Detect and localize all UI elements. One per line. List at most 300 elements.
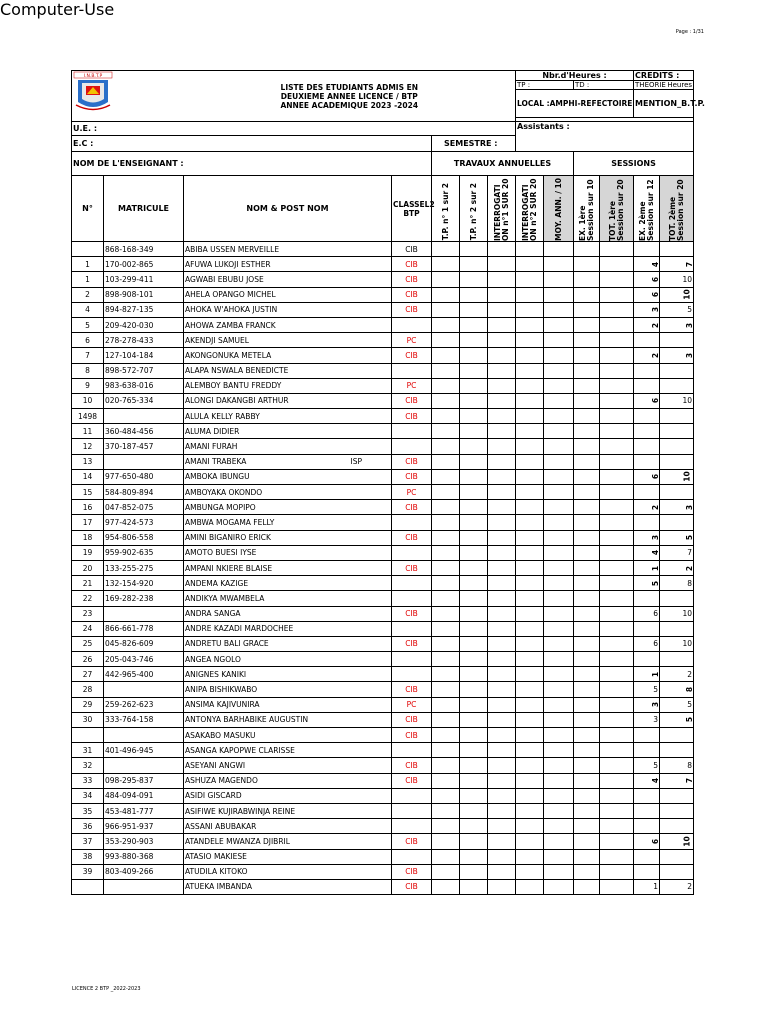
- row-ex2: [634, 272, 660, 287]
- student-name: ALULA KELLY RABBY: [185, 411, 260, 421]
- row-ex2: [634, 788, 660, 803]
- row-tp1: [432, 515, 460, 530]
- row-matricule: 370-187-457: [104, 439, 184, 454]
- row-tot2: [660, 712, 694, 727]
- row-moy: [544, 712, 574, 727]
- row-moy: [544, 682, 574, 697]
- student-name: ATASIO MAKIESE: [185, 852, 247, 862]
- row-matricule: [104, 728, 184, 743]
- row-int1: [488, 591, 516, 606]
- row-tot1: [600, 287, 634, 302]
- row-classe: CIB: [392, 606, 432, 621]
- table-row: [72, 636, 694, 651]
- row-moy: [544, 500, 574, 515]
- student-name: AHELA OPANGO MICHEL: [185, 290, 276, 300]
- row-moy: [544, 469, 574, 484]
- row-int1: [488, 485, 516, 500]
- row-ex2: [634, 363, 660, 378]
- row-ex1: [574, 393, 600, 408]
- table-row: [72, 545, 694, 560]
- row-tot2: [660, 287, 694, 302]
- row-classe: [392, 515, 432, 530]
- row-tot2: [660, 743, 694, 758]
- row-matricule: 259-262-623: [104, 697, 184, 712]
- row-matricule: 959-902-635: [104, 545, 184, 560]
- row-moy: [544, 576, 574, 591]
- row-tp2: [460, 864, 488, 879]
- row-classe: [392, 591, 432, 606]
- row-tp1: [432, 530, 460, 545]
- table-row: [72, 515, 694, 530]
- row-name: [184, 393, 392, 408]
- row-moy: [544, 834, 574, 849]
- col-tot2-cell: [660, 176, 694, 242]
- row-name: [184, 302, 392, 317]
- col-no: N°: [72, 176, 104, 242]
- row-tp1: [432, 485, 460, 500]
- row-name: [184, 606, 392, 621]
- row-ex1: [574, 257, 600, 272]
- row-moy: [544, 803, 574, 818]
- row-moy: [544, 591, 574, 606]
- row-tot2: [660, 697, 694, 712]
- row-name: [184, 500, 392, 515]
- row-tp1: [432, 454, 460, 469]
- row-tot2: [660, 242, 694, 257]
- score-ex2: 4: [650, 778, 660, 784]
- row-tp2: [460, 242, 488, 257]
- row-moy: [544, 545, 574, 560]
- student-name: ANDEMA KAZIGE: [185, 578, 249, 588]
- student-name: AMBWA MOGAMA FELLY: [185, 517, 275, 527]
- row-ex1: [574, 287, 600, 302]
- score-ex2: 6: [650, 838, 660, 845]
- row-int2: [516, 439, 544, 454]
- row-ex2: [634, 606, 660, 621]
- score-ex2: 2: [650, 322, 660, 328]
- score-tot2: 7: [684, 778, 694, 784]
- row-int1: [488, 439, 516, 454]
- row-tot1: [600, 834, 634, 849]
- row-int2: [516, 545, 544, 560]
- row-tp1: [432, 682, 460, 697]
- row-matricule: 020-765-334: [104, 393, 184, 408]
- row-ex1: [574, 545, 600, 560]
- row-ex2: [634, 333, 660, 348]
- row-tp2: [460, 257, 488, 272]
- row-moy: [544, 621, 574, 636]
- row-number: 26: [72, 652, 104, 667]
- row-number: 10: [72, 393, 104, 408]
- row-tot2: [660, 819, 694, 834]
- student-name: AHOWA ZAMBA FRANCK: [185, 320, 276, 330]
- table-row: [72, 257, 694, 272]
- row-name: [184, 743, 392, 758]
- student-name: AGWABI EBUBU JOSE: [185, 274, 264, 284]
- row-ex1: [574, 864, 600, 879]
- row-tp2: [460, 712, 488, 727]
- row-matricule: 584-809-894: [104, 485, 184, 500]
- row-classe: CIB: [392, 773, 432, 788]
- row-int2: [516, 834, 544, 849]
- row-moy: [544, 697, 574, 712]
- student-name: ABIBA USSEN MERVEILLE: [185, 244, 280, 254]
- row-number: 14: [72, 469, 104, 484]
- row-matricule: [104, 409, 184, 424]
- col-int1-cell: [488, 176, 516, 242]
- row-int2: [516, 728, 544, 743]
- table-row: [72, 242, 694, 257]
- row-ex2: [634, 819, 660, 834]
- score-ex2: 2: [650, 352, 660, 359]
- row-matricule: 170-002-865: [104, 257, 184, 272]
- row-tp2: [460, 576, 488, 591]
- row-classe: PC: [392, 485, 432, 500]
- row-matricule: 954-806-558: [104, 530, 184, 545]
- score-ex2: 1: [650, 565, 660, 571]
- row-number: 37: [72, 834, 104, 849]
- assistants-label: Assistants :: [516, 122, 694, 152]
- row-number: 22: [72, 591, 104, 606]
- row-int1: [488, 864, 516, 879]
- col-moy-cell: [544, 176, 574, 242]
- row-matricule: 045-826-609: [104, 636, 184, 651]
- col-int2-cell: [516, 176, 544, 242]
- row-tp2: [460, 682, 488, 697]
- row-classe: CIB: [392, 469, 432, 484]
- row-tot1: [600, 485, 634, 500]
- row-name: [184, 682, 392, 697]
- row-int2: [516, 485, 544, 500]
- row-tp1: [432, 363, 460, 378]
- table-row: [72, 819, 694, 834]
- row-ex2: [634, 424, 660, 439]
- row-tp1: [432, 317, 460, 332]
- row-int1: [488, 515, 516, 530]
- row-tot1: [600, 879, 634, 894]
- row-moy: [544, 636, 574, 651]
- row-ex1: [574, 636, 600, 651]
- col-moy: MOY. ANN. / 10: [553, 177, 563, 241]
- row-tot2: [660, 469, 694, 484]
- student-name: AMBOKA IBUNGU: [185, 472, 250, 482]
- score-tot2: 8: [687, 578, 693, 588]
- row-tp1: [432, 500, 460, 515]
- row-tp1: [432, 272, 460, 287]
- row-tp2: [460, 819, 488, 834]
- row-tp2: [460, 317, 488, 332]
- row-int2: [516, 819, 544, 834]
- table-row: [72, 409, 694, 424]
- row-classe: CIB: [392, 530, 432, 545]
- row-moy: [544, 773, 574, 788]
- table-row: [72, 500, 694, 515]
- row-classe: CIB: [392, 758, 432, 773]
- col-ex2: EX. 2ème Session sur 12: [637, 178, 655, 241]
- row-matricule: 898-908-101: [104, 287, 184, 302]
- col-tp1: T.P. n° 1 sur 2: [440, 183, 450, 241]
- row-int1: [488, 257, 516, 272]
- score-ex2: 3: [650, 307, 660, 313]
- row-ex2: [634, 302, 660, 317]
- row-int1: [488, 621, 516, 636]
- row-tp2: [460, 378, 488, 393]
- row-tp2: [460, 788, 488, 803]
- row-name: [184, 803, 392, 818]
- row-tot2: [660, 257, 694, 272]
- row-moy: [544, 667, 574, 682]
- row-tot2: [660, 272, 694, 287]
- title-line-1: LISTE DES ETUDIANTS ADMIS EN: [280, 82, 418, 92]
- score-tot2: 3: [684, 352, 694, 359]
- row-name: [184, 257, 392, 272]
- row-tp1: [432, 667, 460, 682]
- row-tp1: [432, 819, 460, 834]
- row-tp2: [460, 287, 488, 302]
- row-tot2: [660, 864, 694, 879]
- row-tp1: [432, 576, 460, 591]
- row-int2: [516, 363, 544, 378]
- title-line-2: DEUXIEME ANNEE LICENCE / BTP: [280, 91, 418, 101]
- student-name: ALONGI DAKANGBI ARTHUR: [185, 396, 289, 406]
- row-name: [184, 530, 392, 545]
- row-name: [184, 652, 392, 667]
- row-int2: [516, 743, 544, 758]
- student-rows: [72, 242, 694, 895]
- row-tot1: [600, 242, 634, 257]
- score-ex2: 6: [650, 474, 660, 480]
- score-tot2: 10: [682, 609, 693, 619]
- row-ex1: [574, 576, 600, 591]
- row-classe: CIB: [392, 242, 432, 257]
- row-tot1: [600, 317, 634, 332]
- row-number: 23: [72, 606, 104, 621]
- row-tp2: [460, 560, 488, 575]
- col-tot2: TOT. 2ème Session sur 20: [667, 178, 685, 241]
- row-matricule: 353-290-903: [104, 834, 184, 849]
- row-tp1: [432, 409, 460, 424]
- local-label: LOCAL :AMPHI-REFECTOIRE: [516, 90, 634, 118]
- score-tot2: 10: [682, 274, 693, 284]
- student-name: ANTONYA BARHABIKE AUGUSTIN: [185, 715, 309, 725]
- row-tot2: [660, 333, 694, 348]
- row-number: 30: [72, 712, 104, 727]
- score-ex2: 3: [653, 715, 659, 725]
- row-ex1: [574, 378, 600, 393]
- row-moy: [544, 257, 574, 272]
- row-number: 8: [72, 363, 104, 378]
- row-tp1: [432, 378, 460, 393]
- row-tp1: [432, 788, 460, 803]
- row-int2: [516, 788, 544, 803]
- row-moy: [544, 788, 574, 803]
- col-tp2: T.P. n° 2 sur 2: [468, 183, 478, 241]
- row-number: 28: [72, 682, 104, 697]
- row-number: 15: [72, 485, 104, 500]
- row-tot1: [600, 636, 634, 651]
- row-tp2: [460, 606, 488, 621]
- page-number: Page : 1/31: [675, 29, 704, 35]
- row-ex1: [574, 439, 600, 454]
- score-tot2: 5: [687, 700, 693, 710]
- student-name: ATUDILA KITOKO: [185, 867, 248, 877]
- row-moy: [544, 302, 574, 317]
- row-tot1: [600, 515, 634, 530]
- row-ex1: [574, 743, 600, 758]
- row-name: [184, 758, 392, 773]
- col-tp2-cell: [460, 176, 488, 242]
- theory-label: THEORIE: [635, 81, 666, 89]
- row-int2: [516, 257, 544, 272]
- row-int1: [488, 819, 516, 834]
- table-row: [72, 424, 694, 439]
- score-ex2: 3: [650, 535, 660, 541]
- row-tp2: [460, 849, 488, 864]
- row-matricule: 103-299-411: [104, 272, 184, 287]
- row-number: 34: [72, 788, 104, 803]
- row-tp2: [460, 302, 488, 317]
- row-number: 16: [72, 500, 104, 515]
- student-name: ALUMA DIDIER: [185, 426, 240, 436]
- score-ex2: 6: [653, 639, 659, 649]
- student-name: ALAPA NSWALA BENEDICTE: [185, 366, 289, 376]
- student-name: ANIPA BISHIKWABO: [185, 685, 258, 695]
- row-int1: [488, 849, 516, 864]
- row-name: [184, 560, 392, 575]
- table-row: [72, 393, 694, 408]
- mention-label: MENTION_B.T.P.: [634, 90, 694, 118]
- row-tot1: [600, 606, 634, 621]
- row-tot1: [600, 849, 634, 864]
- row-name: [184, 697, 392, 712]
- row-int1: [488, 500, 516, 515]
- row-tp1: [432, 302, 460, 317]
- table-row: [72, 667, 694, 682]
- row-ex2: [634, 743, 660, 758]
- row-classe: [392, 424, 432, 439]
- col-int2: INTERROGATI ON n°2 SUR 20: [520, 178, 538, 241]
- row-int2: [516, 393, 544, 408]
- row-moy: [544, 439, 574, 454]
- student-name: ANDRA SANGA: [185, 609, 241, 619]
- row-classe: PC: [392, 697, 432, 712]
- row-tot2: [660, 682, 694, 697]
- row-tp1: [432, 712, 460, 727]
- row-tp2: [460, 393, 488, 408]
- score-ex2: 4: [650, 550, 660, 556]
- row-int1: [488, 272, 516, 287]
- sessions-label: SESSIONS: [574, 152, 694, 176]
- row-tot2: [660, 667, 694, 682]
- table-row: [72, 879, 694, 894]
- row-ex1: [574, 317, 600, 332]
- row-moy: [544, 515, 574, 530]
- row-name: [184, 621, 392, 636]
- row-number: 5: [72, 317, 104, 332]
- row-tp1: [432, 348, 460, 363]
- row-ex2: [634, 287, 660, 302]
- row-int2: [516, 424, 544, 439]
- row-tp1: [432, 606, 460, 621]
- row-ex1: [574, 803, 600, 818]
- col-nom: NOM & POST NOM: [184, 176, 392, 242]
- row-tp2: [460, 530, 488, 545]
- row-tp1: [432, 652, 460, 667]
- row-tot1: [600, 788, 634, 803]
- row-tp2: [460, 728, 488, 743]
- row-ex2: [634, 317, 660, 332]
- row-ex2: [634, 879, 660, 894]
- col-tp1-cell: [432, 176, 460, 242]
- row-name: [184, 439, 392, 454]
- row-tot1: [600, 864, 634, 879]
- row-tp1: [432, 849, 460, 864]
- student-name: AKENDJI SAMUEL: [185, 335, 249, 345]
- table-row: [72, 485, 694, 500]
- row-matricule: 442-965-400: [104, 667, 184, 682]
- row-number: 12: [72, 439, 104, 454]
- row-ex2: [634, 712, 660, 727]
- row-classe: [392, 667, 432, 682]
- score-tot2: 5: [684, 535, 694, 541]
- row-name: [184, 485, 392, 500]
- row-tot1: [600, 728, 634, 743]
- student-name: ASAKABO MASUKU: [185, 730, 256, 740]
- row-tp1: [432, 636, 460, 651]
- row-tot2: [660, 652, 694, 667]
- row-ex1: [574, 333, 600, 348]
- row-tot2: [660, 439, 694, 454]
- row-moy: [544, 378, 574, 393]
- row-name: [184, 728, 392, 743]
- row-tp1: [432, 257, 460, 272]
- table-row: [72, 317, 694, 332]
- row-tp1: [432, 834, 460, 849]
- row-tot1: [600, 378, 634, 393]
- table-row: [72, 712, 694, 727]
- row-ex1: [574, 834, 600, 849]
- row-classe: CIB: [392, 864, 432, 879]
- student-name: AMPANI NKIERE BLAISE: [185, 563, 273, 573]
- row-tp2: [460, 621, 488, 636]
- row-moy: [544, 409, 574, 424]
- score-tot2: 8: [687, 760, 693, 770]
- row-classe: CIB: [392, 287, 432, 302]
- td-label: TD :: [574, 81, 634, 90]
- row-int1: [488, 409, 516, 424]
- row-ex2: [634, 667, 660, 682]
- credits-row: [634, 81, 694, 90]
- row-tp2: [460, 758, 488, 773]
- row-name: [184, 409, 392, 424]
- row-tot1: [600, 333, 634, 348]
- row-number: [72, 879, 104, 894]
- institute-logo-icon: [74, 72, 112, 114]
- row-number: 29: [72, 697, 104, 712]
- row-number: 2: [72, 287, 104, 302]
- row-number: 1: [72, 257, 104, 272]
- student-name: ASANGA KAPOPWE CLARISSE: [185, 745, 295, 755]
- row-matricule: [104, 758, 184, 773]
- row-name: [184, 636, 392, 651]
- row-tp2: [460, 773, 488, 788]
- student-name: ASIDI GISCARD: [185, 791, 242, 801]
- row-tp2: [460, 545, 488, 560]
- row-moy: [544, 393, 574, 408]
- logo-text: I.N.B.T.P: [83, 74, 103, 79]
- row-tp1: [432, 803, 460, 818]
- row-tot2: [660, 803, 694, 818]
